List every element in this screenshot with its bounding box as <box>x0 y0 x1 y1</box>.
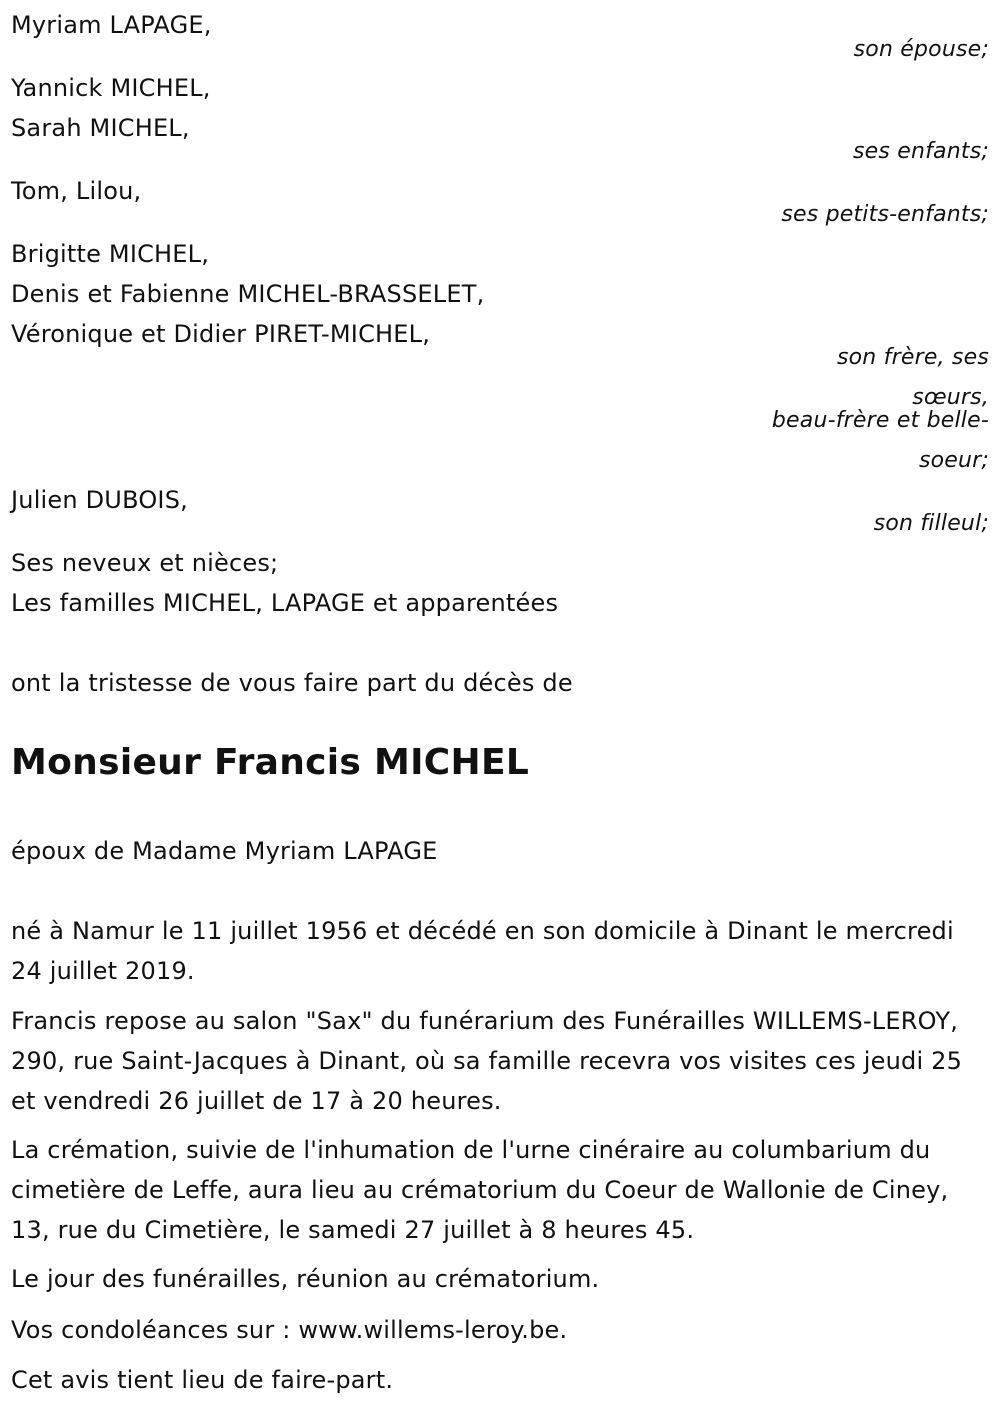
grandchildren-names: Tom, Lilou, <box>11 177 142 205</box>
notice-paragraph: Cet avis tient lieu de faire-part. <box>11 1366 394 1394</box>
siblings-relation-line: sœurs, <box>912 385 989 410</box>
deceased-spouse-line: époux de Madame Myriam LAPAGE <box>11 837 438 865</box>
condolences-paragraph: Vos condoléances sur : www.willems-leroy.be. <box>11 1316 568 1344</box>
sibling-name: Denis et Fabienne MICHEL-BRASSELET, <box>11 280 485 308</box>
announcement-line: ont la tristesse de vous faire part du décès de <box>11 669 573 697</box>
children-relation: ses enfants; <box>852 139 989 164</box>
deceased-name: Monsieur Francis MICHEL <box>11 742 530 783</box>
meeting-paragraph: Le jour des funérailles, réunion au crématorium. <box>11 1265 600 1293</box>
nephews-line: Ses neveux et nièces; <box>11 549 279 577</box>
families-line: Les familles MICHEL, LAPAGE et apparentées <box>11 589 559 617</box>
sibling-name: Brigitte MICHEL, <box>11 240 210 268</box>
birth-death-paragraph: né à Namur le 11 juillet 1956 et décédé en son domicile à Dinant le mercredi 24 juillet 2019. <box>11 917 954 985</box>
siblings-relation-line: son frère, ses <box>836 345 989 370</box>
godson-relation: son filleul; <box>873 511 989 536</box>
siblings-relation-line: beau-frère et belle- <box>771 408 989 433</box>
spouse-name: Myriam LAPAGE, <box>11 11 212 39</box>
child-name: Yannick MICHEL, <box>11 74 211 102</box>
sibling-name: Véronique et Didier PIRET-MICHEL, <box>11 320 431 348</box>
siblings-relation-line: soeur; <box>918 448 989 473</box>
grandchildren-relation: ses petits-enfants; <box>781 202 989 227</box>
godson-name: Julien DUBOIS, <box>11 486 188 514</box>
visitation-paragraph: Francis repose au salon "Sax" du funérarium des Funérailles WILLEMS-LEROY, 290, rue Saint-Jacques à Dinant, où sa famille recevra vos visites ces jeudi 25 et vendredi 26 juillet de 17 à 20 heures. <box>11 1007 963 1115</box>
cremation-paragraph: La crémation, suivie de l'inhumation de l'urne cinéraire au columbarium du cimetière de Leffe, aura lieu au crématorium du Coeur de Wallonie de Ciney, 13, rue du Cimetière, le samedi 27 juillet à 8 heures 45. <box>11 1136 949 1244</box>
spouse-relation: son épouse; <box>853 37 989 62</box>
child-name: Sarah MICHEL, <box>11 114 190 142</box>
